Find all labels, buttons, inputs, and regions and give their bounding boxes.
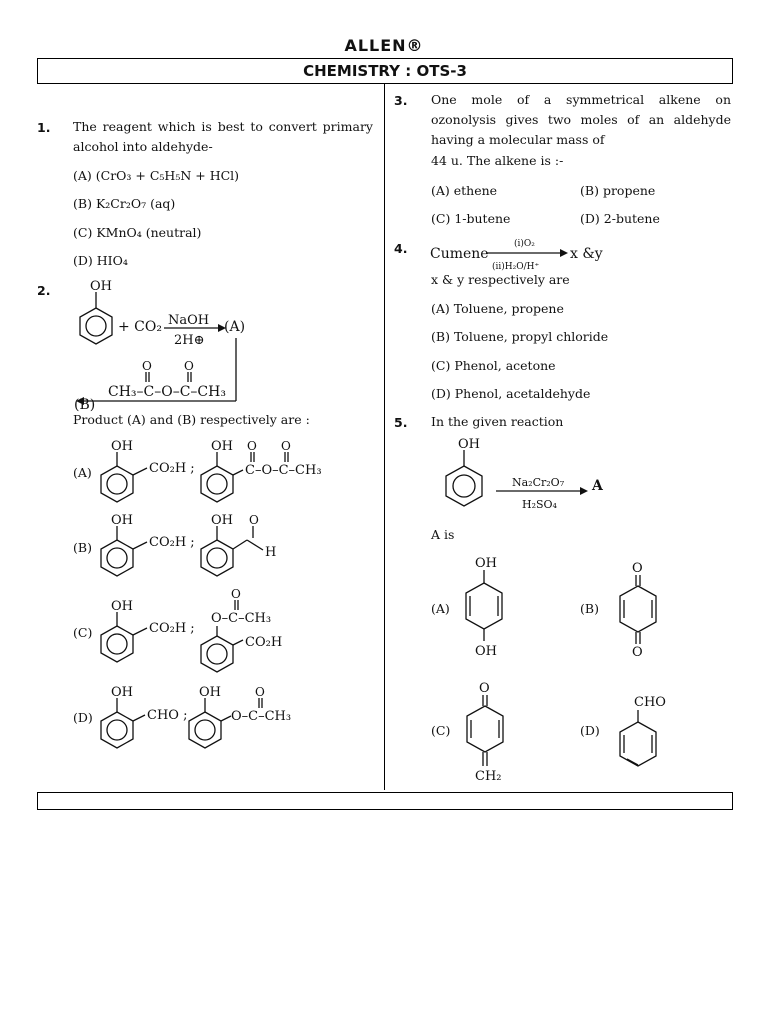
co2-label: + CO₂ [118, 319, 162, 335]
option-text: Toluene, propyl chloride [453, 329, 609, 344]
question-text: A is [431, 527, 455, 542]
option-a[interactable] [73, 168, 239, 183]
question-number: 4. [394, 241, 408, 256]
svg-text:CO₂H: CO₂H [245, 635, 283, 650]
svg-text:OH: OH [211, 513, 233, 528]
svg-text:OH: OH [199, 685, 221, 700]
question-stem: In the given reaction [431, 414, 564, 429]
option-d[interactable] [580, 211, 660, 226]
option-c-structures [95, 586, 335, 671]
option-text: ethene [453, 183, 498, 198]
option-label: (C) [431, 358, 451, 373]
option-d-structures [95, 684, 335, 754]
option-d[interactable] [431, 386, 590, 401]
option-c[interactable]: (C) [73, 625, 93, 640]
svg-text:H: H [265, 545, 277, 560]
svg-text:O–C–CH₃: O–C–CH₃ [231, 709, 292, 724]
option-d[interactable]: (D) [580, 723, 600, 738]
svg-text:OH: OH [475, 644, 497, 659]
anhydride-label: CH₃–C–O–C–CH₃ [108, 384, 226, 400]
svg-text:O: O [632, 645, 643, 660]
o-label: O [184, 359, 194, 373]
option-b[interactable] [580, 183, 655, 198]
option-label: (B) [580, 183, 599, 198]
option-c[interactable] [431, 358, 556, 373]
benzene-ring [80, 308, 112, 344]
svg-text:C–O–C–CH₃: C–O–C–CH₃ [245, 463, 322, 478]
option-d-structure [608, 690, 678, 780]
option-d[interactable]: (D) [73, 710, 93, 725]
svg-text:O: O [247, 439, 257, 453]
svg-text:OH: OH [111, 599, 133, 614]
svg-text:CH₂: CH₂ [475, 769, 502, 784]
question-number: 1. [37, 120, 51, 135]
svg-text:O: O [281, 439, 291, 453]
option-b[interactable] [73, 196, 175, 211]
option-a-structures [95, 438, 335, 508]
reagent-top: (i)O₂ [514, 239, 535, 249]
svg-text:OH: OH [211, 439, 233, 454]
reactant-label: Cumene [430, 246, 489, 262]
product-label: A [592, 478, 603, 494]
question-number: 3. [394, 93, 408, 108]
option-c[interactable] [431, 211, 510, 226]
svg-text:O: O [249, 513, 259, 527]
option-text: 1-butene [454, 211, 511, 226]
benzene-ring [446, 466, 482, 506]
option-text: (CrO₃ + C₅H₅N + HCl) [95, 168, 240, 183]
svg-text:O: O [231, 587, 241, 601]
option-d[interactable] [73, 253, 128, 268]
product-b: (B) [74, 397, 96, 413]
svg-text:OH: OH [111, 513, 133, 528]
svg-text:CO₂H ;: CO₂H ; [149, 621, 195, 636]
svg-text:O: O [255, 685, 265, 699]
svg-text:O–C–CH₃: O–C–CH₃ [211, 611, 272, 626]
option-b[interactable] [431, 329, 608, 344]
o-label: O [142, 359, 152, 373]
option-b[interactable]: (B) [580, 601, 599, 616]
reagent-bottom: (ii)H₂O/H⁺ [492, 262, 540, 272]
option-label: (A) [431, 301, 450, 316]
option-a[interactable] [431, 183, 497, 198]
reagent-bottom: 2H⊕ [174, 333, 205, 348]
option-label: (B) [431, 329, 450, 344]
svg-text:O: O [632, 561, 643, 576]
option-label: (C) [431, 211, 451, 226]
question-stem: Product (A) and (B) respectively are : [73, 412, 310, 427]
option-text: HIO₄ [96, 253, 128, 268]
option-c[interactable] [73, 225, 201, 240]
option-a[interactable] [431, 301, 564, 316]
option-label: (B) [73, 196, 92, 211]
option-text: K₂Cr₂O₇ (aq) [95, 196, 176, 211]
option-a-structure [455, 553, 515, 663]
q5-reaction [430, 434, 610, 526]
question-number: 5. [394, 415, 408, 430]
product-a: (A) [224, 319, 246, 335]
q2-reaction-scheme [70, 278, 250, 413]
oh-label: OH [90, 279, 112, 294]
svg-text:CO₂H ;: CO₂H ; [149, 535, 195, 550]
option-b-structures [95, 512, 335, 582]
reagent-top: NaOH [168, 313, 210, 328]
option-text: propene [602, 183, 656, 198]
option-c[interactable]: (C) [431, 723, 451, 738]
option-label: (D) [431, 386, 451, 401]
svg-text:O: O [479, 681, 490, 696]
allen-logo: ALLEN® [344, 36, 424, 55]
option-label: (A) [73, 168, 92, 183]
question-number: 2. [37, 283, 51, 298]
question-text-continued: 44 u. The alkene is :- [431, 153, 564, 168]
footer-box [37, 792, 733, 810]
option-label: (D) [73, 253, 93, 268]
products-label: x &y [570, 246, 603, 262]
page-title: CHEMISTRY : OTS-3 [37, 58, 733, 84]
co2h-label: CO₂H ; [149, 461, 195, 476]
svg-text:OH: OH [111, 685, 133, 700]
option-c-structure [455, 678, 525, 790]
option-b-structure [608, 558, 668, 668]
svg-text:OH: OH [475, 556, 497, 571]
question-stem: x & y respectively are [431, 272, 570, 287]
column-divider [384, 83, 385, 790]
q4-reaction [430, 236, 610, 274]
option-label: (A) [431, 183, 450, 198]
option-text: Phenol, acetaldehyde [454, 386, 591, 401]
svg-text:CHO ;: CHO ; [147, 708, 188, 723]
option-text: KMnO₄ (neutral) [96, 225, 202, 240]
option-text: Phenol, acetone [454, 358, 556, 373]
option-text: 2-butene [603, 211, 660, 226]
reagent-top: Na₂Cr₂O₇ [512, 476, 565, 489]
option-a[interactable]: (A) [431, 601, 450, 616]
svg-text:CHO: CHO [634, 695, 666, 710]
svg-text:OH: OH [458, 437, 480, 452]
question-text: One mole of a symmetrical alkene on ozonolysis gives two moles of an aldehyde having a molecular mass of [431, 92, 731, 147]
question-text: The reagent which is best to convert primary alcohol into aldehyde- [73, 119, 373, 154]
reagent-bottom: H₂SO₄ [522, 498, 557, 511]
option-label: (C) [73, 225, 93, 240]
option-label: (D) [580, 211, 600, 226]
svg-text:OH: OH [111, 439, 133, 454]
option-b[interactable]: (B) [73, 540, 92, 555]
option-text: Toluene, propene [453, 301, 564, 316]
option-a[interactable]: (A) [73, 465, 92, 480]
